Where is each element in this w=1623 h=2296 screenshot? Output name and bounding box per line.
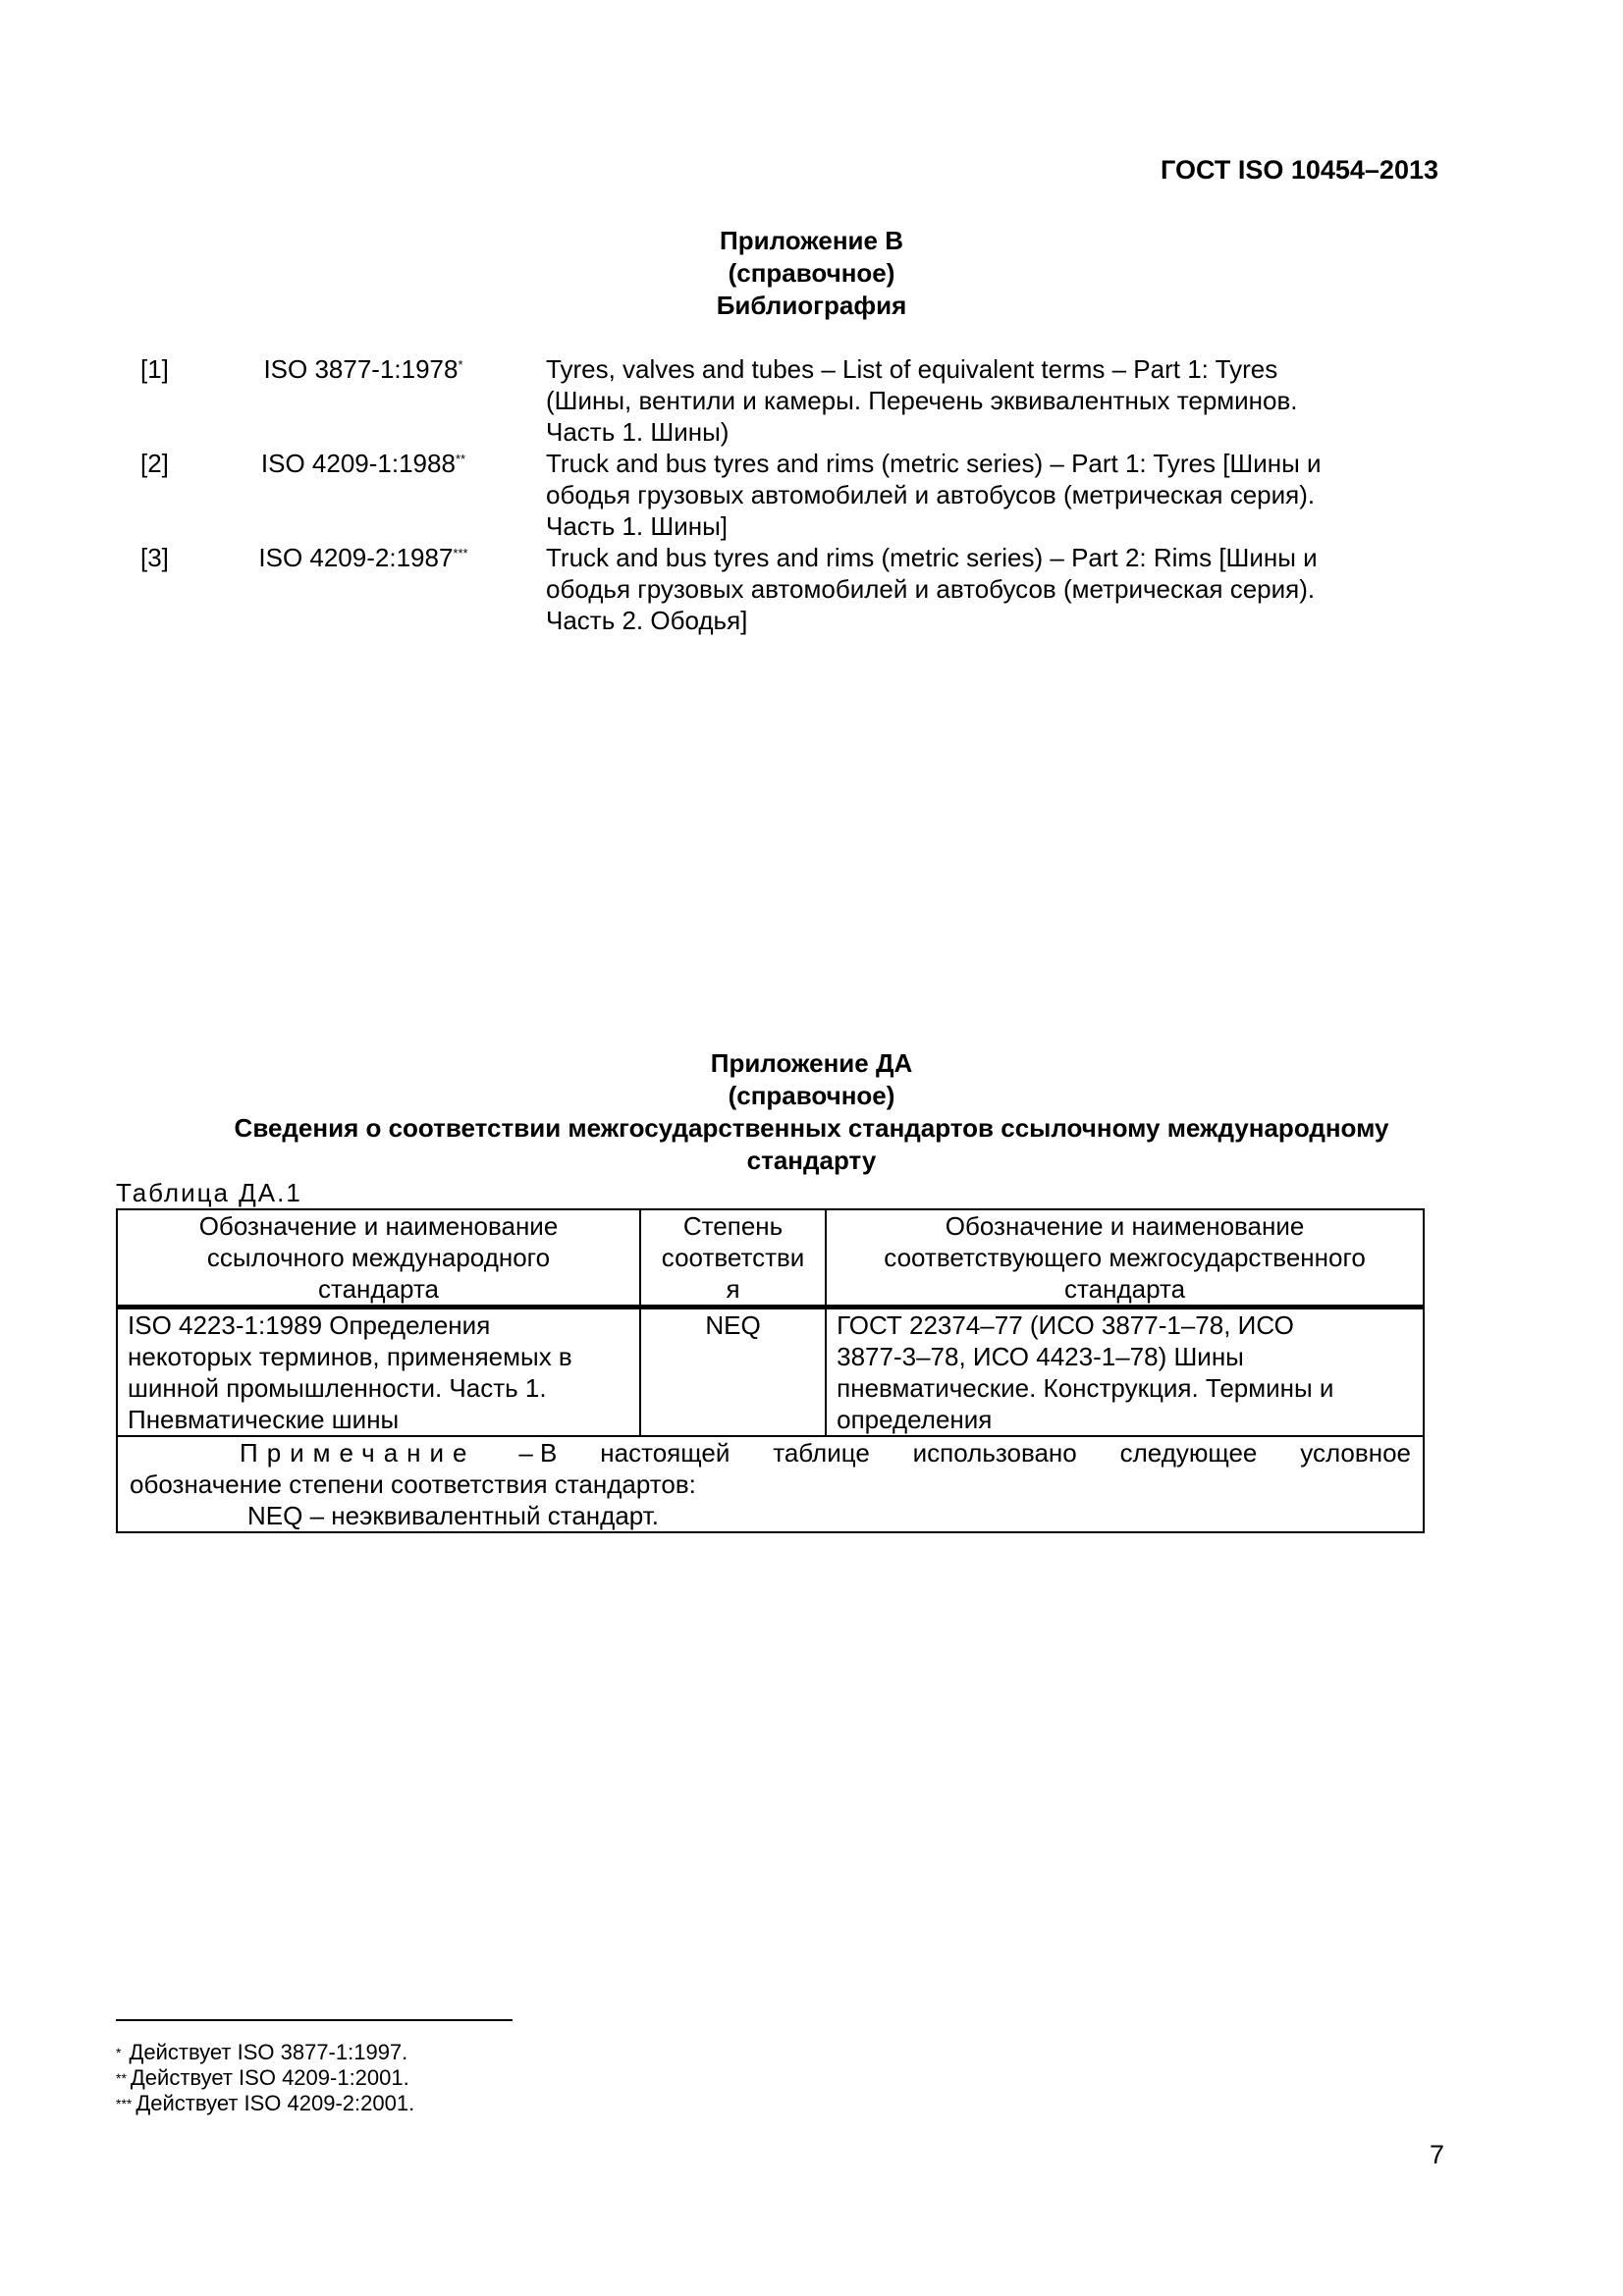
appendix-da-title: Приложение ДА xyxy=(710,1048,913,1078)
header-cell-interstate xyxy=(826,1209,1424,1308)
bib-title-line: Truck and bus tyres and rims (metric series) – Part 2: Rims [Шины и xyxy=(546,543,1318,572)
cell-line: ГОСТ 22374–77 (ИСО 3877-1–78, ИСО xyxy=(837,1310,1294,1340)
cell-degree xyxy=(640,1308,826,1437)
page-number: 7 xyxy=(1429,2140,1444,2169)
footnote-mark: * xyxy=(116,2045,122,2060)
correspondence-table xyxy=(116,1208,1425,1533)
bib-title-line: Часть 1. Шины] xyxy=(546,511,728,541)
note-word: – В xyxy=(518,1438,558,1468)
bib-code-text: ISO 4209-1:1988 xyxy=(260,449,456,478)
footnote-mark: ** xyxy=(116,2070,127,2086)
footnote-text: Действует ISO 3877-1:1997. xyxy=(129,2040,408,2064)
cell-line: ISO 4223-1:1989 Определения xyxy=(128,1310,491,1340)
header-cell-international xyxy=(117,1209,640,1308)
appendix-b-subtitle: (справочное) xyxy=(728,258,895,288)
table-caption: Таблица ДА.1 xyxy=(116,1178,302,1207)
footnote-text: Действует ISO 4209-2:2001. xyxy=(135,2091,415,2115)
footnote-text: Действует ISO 4209-1:2001. xyxy=(130,2065,409,2090)
note-word: следующее xyxy=(1119,1438,1258,1468)
header-cell-degree xyxy=(640,1209,826,1308)
note-word: использовано xyxy=(912,1438,1077,1468)
cell-line: некоторых терминов, применяемых в xyxy=(128,1342,572,1371)
footnote xyxy=(116,2065,409,2091)
footnote-divider xyxy=(116,2019,513,2021)
footnote xyxy=(116,2040,407,2065)
note-line: NEQ – неэквивалентный стандарт. xyxy=(247,1501,659,1530)
appendix-b-title-block xyxy=(0,225,1623,322)
document-id: ГОСТ ISO 10454–2013 xyxy=(1161,155,1438,185)
bib-code xyxy=(226,448,501,479)
table-header-row xyxy=(117,1209,1424,1308)
header-line: ссылочного международного xyxy=(206,1243,551,1272)
header-line: Степень xyxy=(682,1211,784,1241)
cell-interstate-standard xyxy=(826,1308,1424,1437)
bib-number: [1] xyxy=(140,354,169,384)
header-line: стандарта xyxy=(317,1274,440,1304)
bib-title xyxy=(546,353,1410,448)
appendix-b-heading: Библиография xyxy=(716,291,907,320)
bib-code-mark: ** xyxy=(455,452,466,466)
bib-title-line: ободья грузовых автомобилей и автобусов (метрическая серия). xyxy=(546,480,1316,509)
appendix-da-heading-cont: стандарту xyxy=(746,1146,877,1175)
bib-code-text: ISO 3877-1:1978 xyxy=(263,354,459,384)
bib-code-mark: *** xyxy=(453,546,468,561)
cell-line: пневматические. Конструкция. Термины и xyxy=(837,1373,1334,1403)
note-word: настоящей xyxy=(600,1438,730,1468)
bib-title-line: Часть 1. Шины) xyxy=(546,417,730,447)
header-line: Обозначение и наименование xyxy=(945,1211,1305,1241)
bib-title-line: Часть 2. Ободья] xyxy=(546,606,748,635)
cell-international-standard xyxy=(117,1308,640,1437)
cell-line: определения xyxy=(837,1405,993,1434)
bib-title-line: Truck and bus tyres and rims (metric series) – Part 1: Tyres [Шины и xyxy=(546,449,1322,478)
bib-title-line: Tyres, valves and tubes – List of equivalent terms – Part 1: Tyres xyxy=(546,354,1278,384)
table-note-row xyxy=(117,1436,1424,1532)
footnote xyxy=(116,2091,414,2116)
note-label: Примечание xyxy=(240,1438,476,1468)
table-note xyxy=(117,1436,1424,1532)
table-row xyxy=(117,1308,1424,1437)
appendix-da-heading: Сведения о соответствии межгосударственных стандартов ссылочному международному xyxy=(234,1113,1389,1143)
cell-line: шинной промышленности. Часть 1. xyxy=(128,1373,547,1403)
bib-title-line: ободья грузовых автомобилей и автобусов (метрическая серия). xyxy=(546,574,1316,604)
note-word: таблице xyxy=(773,1438,870,1468)
header-line: я xyxy=(726,1274,740,1304)
bib-title-line: (Шины, вентили и камеры. Перечень эквивалентных терминов. xyxy=(546,386,1298,415)
appendix-da-title-block xyxy=(0,1047,1623,1177)
appendix-da-subtitle: (справочное) xyxy=(728,1081,895,1110)
cell-line: 3877-3–78, ИСО 4423-1–78) Шины xyxy=(837,1342,1244,1371)
header-line: соответстви xyxy=(661,1243,805,1272)
bib-number: [2] xyxy=(140,449,169,478)
header-line: Обозначение и наименование xyxy=(198,1211,559,1241)
bib-title xyxy=(546,542,1410,636)
bib-number: [3] xyxy=(140,543,169,572)
bib-code xyxy=(226,353,501,385)
cell-line: NEQ xyxy=(705,1310,761,1340)
bib-code-text: ISO 4209-2:1987 xyxy=(258,543,454,572)
appendix-b-title: Приложение В xyxy=(720,226,903,255)
bib-title xyxy=(546,448,1410,542)
header-line: стандарта xyxy=(1064,1274,1186,1304)
footnote-mark: *** xyxy=(116,2096,133,2111)
note-line xyxy=(130,1437,1411,1468)
cell-line: Пневматические шины xyxy=(128,1405,400,1434)
bib-code-mark: * xyxy=(458,357,463,372)
note-word: условное xyxy=(1300,1438,1411,1468)
note-line: обозначение степени соответствия стандартов: xyxy=(130,1469,696,1499)
bib-code xyxy=(226,542,501,573)
header-line: соответствующего межгосударственного xyxy=(884,1243,1366,1272)
